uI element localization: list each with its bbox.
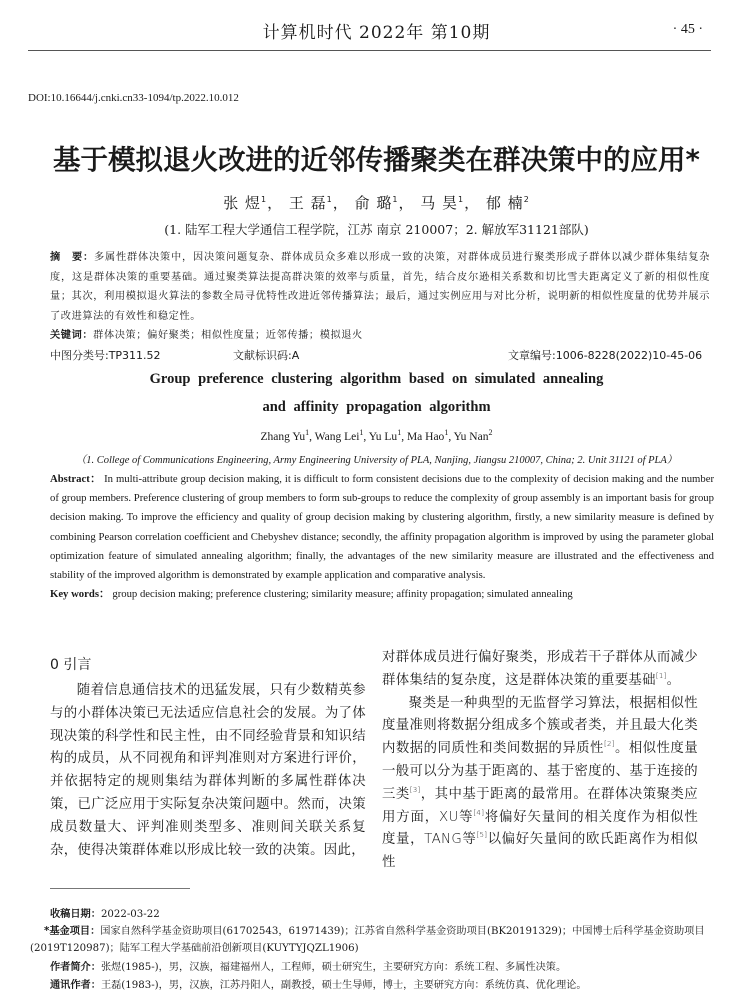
doi[interactable]: DOI:10.16644/j.cnki.cn33-1094/tp.2022.10.012 [28, 92, 239, 104]
abstract-cn-text: 多属性群体决策中，因决策问题复杂、群体成员众多难以形成一致的决策，对群体成员进行聚类形成子群体以减少群体集结复杂度，这是群体决策的重要基础。通过聚类算法提高群决策的效率与质量，首先，结合皮尔逊相关系数和切比雪夫距离定义了新的相似性度量；其次，利用模拟退火算法的参数全局寻优特性改进近邻传播算法；最后，通过实例应用与对比分析，说明新的相似性度量的优势并展示了改进算法的有效性和稳定性。 [50, 252, 710, 322]
fund-label: *基金项目： [44, 926, 101, 937]
abstract-en [50, 470, 714, 604]
citation-ref[interactable]: [4] [473, 808, 485, 817]
affiliation-en: （1. College of Communications Engineering, Army Engineering University of PLA, Nanjing, Jiangsu 210007, China; 2. Unit 31121 of PLA） [75, 455, 678, 466]
footnote-author-bio [50, 959, 714, 976]
author-separator: , [309, 430, 315, 443]
author-separator: ， [267, 194, 284, 212]
body-text: 将偏好矢量间的相关度作为相似性度量，TANG等 [382, 809, 699, 848]
author-name: 郁 楠 [485, 194, 524, 212]
citation-ref[interactable]: [3] [409, 785, 421, 794]
author-affil-mark: 1 [359, 428, 364, 437]
keywords-en-label: Key words： [50, 588, 110, 601]
author-name: 马 昊 [420, 194, 459, 212]
body-paragraph [382, 693, 698, 875]
author-name: 俞 璐 [354, 194, 393, 212]
document-code: 文献标识码:A [233, 349, 300, 362]
keywords-cn-text: 群体决策；偏好聚类；相似性度量；近邻传播；模拟退火 [93, 330, 363, 341]
section-number: 0 [50, 657, 59, 673]
authors-en [0, 428, 753, 443]
corresponding-label: 通讯作者： [50, 980, 101, 991]
author-bio-text: 张煜(1985-)，男，汉族，福建福州人，工程师，硕士研究生，主要研究方向：系统工程、多属性决策。 [100, 962, 567, 973]
footnote-corresponding-author [50, 977, 714, 994]
author-affil-mark: 2 [523, 195, 530, 204]
affiliation-cn: (1. 陆军工程大学通信工程学院，江苏 南京 210007；2. 解放军31121部队) [164, 222, 589, 237]
author-name-en: Zhang Yu [260, 430, 306, 443]
article-number: 文章编号:1006-8228(2022)10-45-06 [508, 349, 703, 362]
author-affil-mark: 1 [261, 195, 268, 204]
abstract-cn-label: 摘 要： [50, 252, 95, 263]
author-affil-mark: 1 [305, 428, 310, 437]
footnote-fund [30, 923, 720, 957]
author-separator: ， [332, 194, 349, 212]
corresponding-text: 王磊(1983-)，男，汉族，江苏丹阳人，副教授，硕士生导师，博士，主要研究方向：系统仿真、优化理论。 [100, 980, 587, 991]
author-affil-mark: 1 [392, 195, 399, 204]
author-separator: , [401, 430, 407, 443]
citation-ref[interactable]: [1] [655, 671, 667, 680]
author-bio-label: 作者简介： [50, 962, 101, 973]
author-affil-mark: 2 [488, 428, 493, 437]
body-text: 。 [666, 672, 681, 688]
keywords-cn-label: 关键词： [50, 330, 94, 341]
section-heading [50, 654, 91, 674]
author-separator: ， [398, 194, 415, 212]
fund-text: 国家自然科学基金资助项目(61702543，61971439)；江苏省自然科学基金资助项目(BK20191329)；中国博士后科学基金资助项目(2019T120987)；陆军工程大学基础前沿创新项目(KUYTYJQZL1906) [30, 926, 705, 954]
author-name: 王 磊 [288, 194, 327, 212]
author-name: 张 煜 [223, 194, 261, 212]
page-number: · 45 · [672, 22, 703, 37]
author-affil-mark: 1 [397, 428, 402, 437]
body-left-column [50, 680, 366, 862]
body-paragraph [382, 647, 698, 693]
body-text: 聚类是一种典型的无监督学习算法，根据相似性度量准则将数据分组成多个簇或者类，并且最大化类内数据的同质性和类间数据的异质性 [382, 695, 698, 757]
author-separator: ， [464, 194, 481, 212]
author-affil-mark: 1 [444, 428, 449, 437]
citation-ref[interactable]: [2] [603, 740, 615, 749]
paper-title-cn: 基于模拟退火改进的近邻传播聚类在群决策中的应用* [53, 144, 700, 176]
author-separator: , [363, 430, 369, 443]
received-label: 收稿日期： [50, 909, 101, 920]
abstract-en-text: In multi-attribute group decision making, it is difficult to form consistent decisions due to the complexity of decision making and the number of group members. Preference clustering of group members to form sub-groups to reduce the complexity of group assembly is an important basis for group decision making. To improve the efficiency and quality of group decision making by clustering algorithm, firstly, a new similarity measure is defined by combining Pearson correlation coefficient and Chebyshev distance; secondly, the affinity propagation algorithm is improved by using the parameter global optimization feature of simulated annealing algorithm; finally, the advantages of the new similarity measure are illustrated and the effectiveness and stability of the improved algorithm is demonstrated by example application and comparative analysis. [50, 473, 715, 582]
body-paragraph: 随着信息通信技术的迅猛发展，只有少数精英参与的小群体决策已无法适应信息社会的发展。为了体现决策的科学性和民主性，由不同经验背景和知识结构的成员，从不同视角和评判准则对方案进行评价，并依据特定的规则集结为群体判断的多属性群体决策，已广泛应用于实际复杂决策问题中。然而，决策成员数量大、评判准则类型多、准则间关联关系复杂，使得决策群体难以形成比较一致的决策。因此， [50, 683, 366, 858]
author-name-en: Wang Lei [314, 430, 360, 443]
body-text: ，其中基于距离的最常用。在群体决策聚类应用方面，XU等 [382, 786, 698, 825]
author-name-en: Ma Hao [406, 430, 445, 443]
header-divider [28, 50, 711, 51]
footnote-received [50, 906, 714, 923]
citation-ref[interactable]: [5] [476, 831, 488, 840]
abstract-en-label: Abstract： [50, 473, 102, 485]
author-name-en: Yu Nan [453, 430, 489, 443]
body-right-column [382, 647, 698, 875]
clc-number: 中图分类号:TP311.52 [50, 349, 161, 362]
body-text: 对群体成员进行偏好聚类，形成若干子群体从而减少群体集结的复杂度，这是群体决策的重要基础 [382, 650, 698, 688]
paper-title-en-line2: and affinity propagation algorithm [262, 399, 491, 415]
section-title: 引言 [63, 657, 92, 673]
author-name-en: Yu Lu [368, 430, 398, 443]
author-affil-mark: 1 [458, 195, 465, 204]
body-text: 以偏好矢量间的欧氏距离作为相似性 [382, 832, 699, 871]
authors-cn [0, 192, 753, 213]
abstract-cn [50, 248, 710, 326]
body-text: 。相似性度量一般可以分为基于距离的、基于密度的、基于连接的三类 [382, 741, 698, 802]
author-separator: , [448, 430, 454, 443]
footnote-divider [50, 888, 190, 889]
paper-title-en-line1: Group preference clustering algorithm based on simulated annealing [149, 371, 604, 387]
keywords-en-text: group decision making; preference clustering; similarity measure; affinity propagation; simulated annealing [112, 588, 573, 601]
author-affil-mark: 1 [326, 195, 333, 204]
keywords-cn [50, 326, 363, 341]
journal-header: 计算机时代 2022年 第10期 [262, 23, 491, 43]
received-date: 2022-03-22 [100, 909, 160, 920]
